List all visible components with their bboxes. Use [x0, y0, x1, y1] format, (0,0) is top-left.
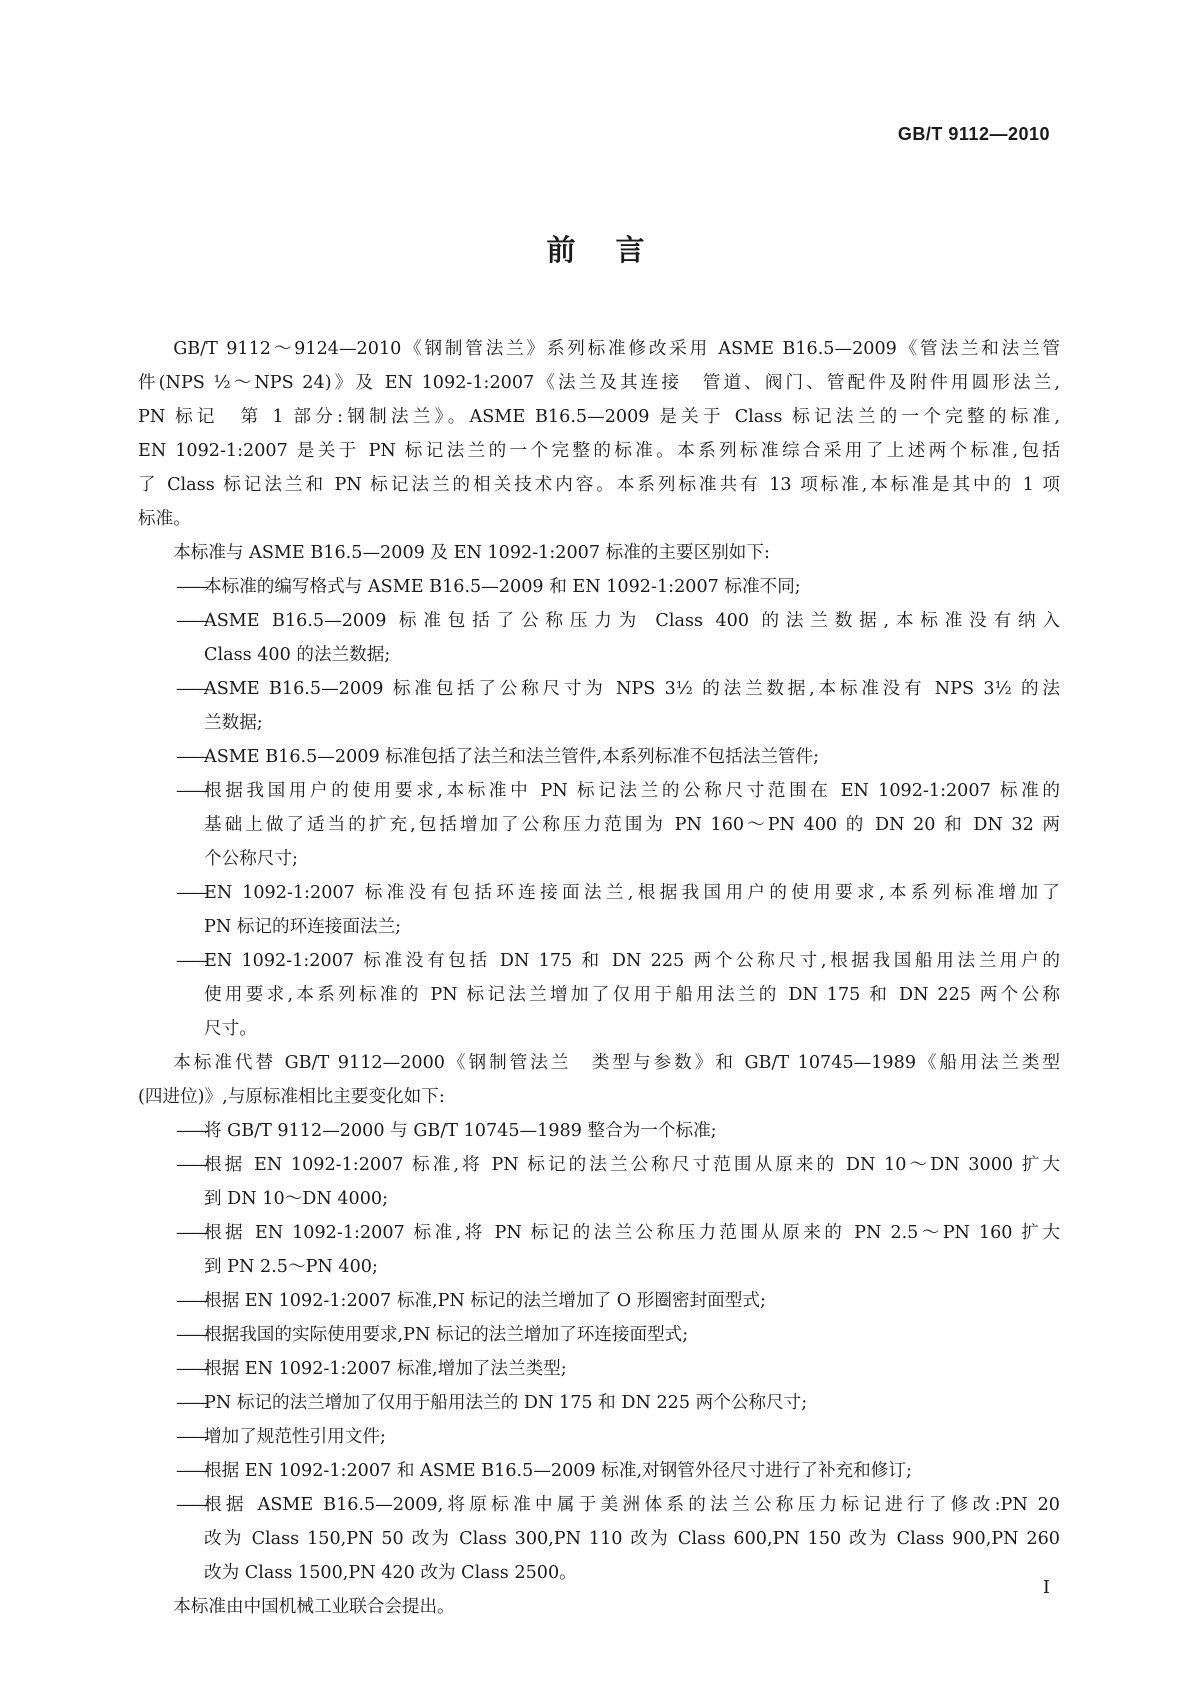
- paragraph-3: [138, 1046, 1060, 1114]
- text-line: (四进位)》,与原标准相比主要变化如下:: [138, 1087, 445, 1107]
- text-line: 本标准代替 GB/T 9112—2000《钢制管法兰 类型与参数》和 GB/T 10745—1989《船用法兰类型: [173, 1053, 1060, 1073]
- list-item: [138, 1488, 1060, 1590]
- text-line: 了 Class 标记法兰和 PN 标记法兰的相关技术内容。本系列标准共有 13 项标准,本标准是其中的 1 项: [138, 475, 1060, 495]
- text-line: 兰数据;: [204, 713, 263, 733]
- changes-list: [138, 1114, 1060, 1590]
- list-item: [138, 1318, 1060, 1352]
- text-line: 改为 Class 150,PN 50 改为 Class 300,PN 110 改为 Class 600,PN 150 改为 Class 900,PN 260: [204, 1529, 1060, 1549]
- text-line: ASME B16.5—2009 标准包括了公称压力为 Class 400 的法兰数据,本标准没有纳入: [204, 611, 1060, 631]
- paragraph-2: [138, 536, 1060, 570]
- dash-marker: ——: [176, 1325, 208, 1345]
- list-item: [138, 876, 1060, 944]
- dash-marker: ——: [176, 1223, 208, 1243]
- dash-marker: ——: [176, 1461, 208, 1481]
- text-line: 根据 EN 1092-1:2007 标准,将 PN 标记的法兰公称尺寸范围从原来的 DN 10～DN 3000 扩大: [204, 1155, 1060, 1175]
- text-line: 个公称尺寸;: [204, 849, 298, 869]
- page-number: I: [1042, 1577, 1050, 1598]
- text-line: ASME B16.5—2009 标准包括了公称尺寸为 NPS 3½ 的法兰数据,本标准没有 NPS 3½ 的法: [204, 679, 1060, 699]
- dash-marker: ——: [176, 1393, 208, 1413]
- page-title: 前言: [546, 233, 685, 267]
- text-line: EN 1092-1:2007 标准没有包括 DN 175 和 DN 225 两个公称尺寸,根据我国船用法兰用户的: [204, 951, 1060, 971]
- text-line: 根据我国的实际使用要求,PN 标记的法兰增加了环连接面型式;: [204, 1325, 689, 1345]
- list-item: [138, 740, 1060, 774]
- text-line: 根据 ASME B16.5—2009,将原标准中属于美洲体系的法兰公称压力标记进行了修改:PN 20: [204, 1495, 1060, 1515]
- text-line: 增加了规范性引用文件;: [204, 1427, 386, 1447]
- dash-marker: ——: [176, 611, 208, 631]
- text-line: 到 DN 10～DN 4000;: [204, 1189, 389, 1209]
- text-line: Class 400 的法兰数据;: [204, 645, 391, 665]
- text-line: 本标准与 ASME B16.5—2009 及 EN 1092-1:2007 标准的主要区别如下:: [173, 543, 770, 563]
- text-line: 根据 EN 1092-1:2007 标准,PN 标记的法兰增加了 O 形圈密封面型式;: [204, 1291, 766, 1311]
- text-line: EN 1092-1:2007 标准没有包括环连接面法兰,根据我国用户的使用要求,本系列标准增加了: [204, 883, 1060, 903]
- text-line: 根据 EN 1092-1:2007 标准,增加了法兰类型;: [204, 1359, 567, 1379]
- list-item: [138, 1454, 1060, 1488]
- list-item: [138, 774, 1060, 876]
- paragraph-1: [138, 332, 1060, 536]
- text-line: 标准。: [138, 509, 191, 529]
- text-line: 根据 EN 1092-1:2007 和 ASME B16.5—2009 标准,对钢管外径尺寸进行了补充和修订;: [204, 1461, 912, 1481]
- dash-marker: ——: [176, 1121, 208, 1141]
- text-line: 尺寸。: [204, 1019, 257, 1039]
- list-item: [138, 1216, 1060, 1284]
- list-item: [138, 1420, 1060, 1454]
- list-item: [138, 1352, 1060, 1386]
- list-item: [138, 604, 1060, 672]
- text-line: 根据我国用户的使用要求,本标准中 PN 标记法兰的公称尺寸范围在 EN 1092-1:2007 标准的: [204, 781, 1060, 801]
- differences-list: [138, 570, 1060, 1046]
- text-line: PN 标记的法兰增加了仅用于船用法兰的 DN 175 和 DN 225 两个公称尺寸;: [204, 1393, 808, 1413]
- text-line: EN 1092-1:2007 是关于 PN 标记法兰的一个完整的标准。本系列标准综合采用了上述两个标准,包括: [138, 441, 1060, 461]
- preface-body: [138, 332, 1060, 1624]
- dash-marker: ——: [176, 747, 208, 767]
- text-line: 到 PN 2.5～PN 400;: [204, 1257, 378, 1277]
- dash-marker: ——: [176, 883, 208, 903]
- dash-marker: ——: [176, 781, 208, 801]
- text-line: GB/T 9112～9124—2010《钢制管法兰》系列标准修改采用 ASME B16.5—2009《管法兰和法兰管: [173, 339, 1060, 359]
- paragraph-4: [138, 1590, 1060, 1624]
- list-item: [138, 944, 1060, 1046]
- text-line: PN 标记的环连接面法兰;: [204, 917, 402, 937]
- text-line: PN 标记 第 1 部分:钢制法兰》。ASME B16.5—2009 是关于 Class 标记法兰的一个完整的标准,: [138, 407, 1060, 427]
- text-line: 件(NPS ½～NPS 24)》及 EN 1092-1:2007《法兰及其连接 管道、阀门、管配件及附件用圆形法兰,: [138, 373, 1060, 393]
- dash-marker: ——: [176, 1359, 208, 1379]
- dash-marker: ——: [176, 1427, 208, 1447]
- text-line: 根据 EN 1092-1:2007 标准,将 PN 标记的法兰公称压力范围从原来的 PN 2.5～PN 160 扩大: [204, 1223, 1060, 1243]
- text-line: ASME B16.5—2009 标准包括了法兰和法兰管件,本系列标准不包括法兰管件;: [204, 747, 820, 767]
- dash-marker: ——: [176, 1495, 208, 1515]
- dash-marker: ——: [176, 577, 208, 597]
- text-line: 本标准的编写格式与 ASME B16.5—2009 和 EN 1092-1:2007 标准不同;: [204, 577, 801, 597]
- list-item: [138, 570, 1060, 604]
- text-line: 使用要求,本系列标准的 PN 标记法兰增加了仅用于船用法兰的 DN 175 和 DN 225 两个公称: [204, 985, 1060, 1005]
- list-item: [138, 672, 1060, 740]
- standard-number: GB/T 9112—2010: [897, 124, 1050, 144]
- text-line: 将 GB/T 9112—2000 与 GB/T 10745—1989 整合为一个标准;: [204, 1121, 717, 1141]
- list-item: [138, 1284, 1060, 1318]
- dash-marker: ——: [176, 679, 208, 699]
- dash-marker: ——: [176, 1155, 208, 1175]
- text-line: 改为 Class 1500,PN 420 改为 Class 2500。: [204, 1563, 577, 1583]
- list-item: [138, 1114, 1060, 1148]
- list-item: [138, 1386, 1060, 1420]
- text-line: 基础上做了适当的扩充,包括增加了公称压力范围为 PN 160～PN 400 的 DN 20 和 DN 32 两: [204, 815, 1060, 835]
- dash-marker: ——: [176, 1291, 208, 1311]
- list-item: [138, 1148, 1060, 1216]
- dash-marker: ——: [176, 951, 208, 971]
- text-line: 本标准由中国机械工业联合会提出。: [173, 1597, 455, 1617]
